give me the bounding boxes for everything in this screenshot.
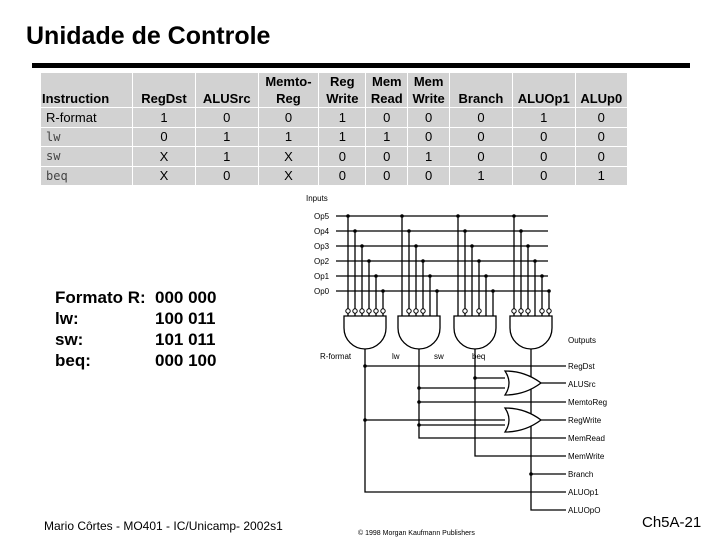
- input-label: Op2: [314, 257, 330, 266]
- junction-dot: [529, 472, 533, 476]
- junction-dot: [346, 214, 350, 218]
- input-label: Op0: [314, 287, 330, 296]
- junction-dot: [374, 274, 378, 278]
- output-label: MemtoReg: [568, 398, 608, 407]
- sw-wire: [475, 356, 566, 456]
- table-cell: 0: [319, 147, 366, 167]
- inputs-label: Inputs: [306, 194, 328, 203]
- inverter-bubble: [360, 309, 364, 313]
- junction-dot: [512, 214, 516, 218]
- table-header-row: [41, 73, 628, 108]
- table-cell: 0: [512, 166, 575, 186]
- table-cell: X: [133, 147, 196, 167]
- gate-label: lw: [392, 352, 400, 361]
- output-label: MemRead: [568, 434, 605, 443]
- column-header: Mem Write: [408, 73, 450, 108]
- control-truth-table: [40, 72, 628, 186]
- table-cell: 0: [575, 147, 627, 167]
- table-cell: 1: [195, 127, 258, 147]
- row-instruction: lw: [41, 127, 133, 147]
- format-row: [55, 329, 216, 350]
- table-cell: 0: [195, 108, 258, 128]
- outputs-label: Outputs: [568, 336, 597, 345]
- junction-dot: [417, 423, 421, 427]
- or-gate: [505, 371, 541, 395]
- table-cell: 1: [450, 166, 513, 186]
- format-value: 000 100: [155, 351, 217, 370]
- column-header: ALUSrc: [195, 73, 258, 108]
- table-cell: 0: [366, 147, 408, 167]
- row-instruction: R-format: [41, 108, 133, 128]
- column-header: Memto- Reg: [258, 73, 319, 108]
- table-cell: 0: [450, 127, 513, 147]
- table-cell: 1: [195, 147, 258, 167]
- junction-dot: [400, 214, 404, 218]
- junction-dot: [363, 418, 367, 422]
- lw-wire: [419, 356, 566, 438]
- table-cell: 0: [258, 108, 319, 128]
- table-row: [41, 147, 628, 167]
- table-cell: 0: [366, 108, 408, 128]
- table-cell: 0: [408, 166, 450, 186]
- title-divider: [32, 63, 690, 68]
- output-label: Branch: [568, 470, 594, 479]
- gate-label: beq: [472, 352, 486, 361]
- junction-dot: [533, 259, 537, 263]
- row-instruction: sw: [41, 147, 133, 167]
- table-row: [41, 127, 628, 147]
- inverter-bubble: [540, 309, 544, 313]
- format-row: [55, 350, 216, 371]
- inverter-bubble: [414, 309, 418, 313]
- junction-dot: [407, 229, 411, 233]
- footer-copyright: © 1998 Morgan Kaufmann Publishers: [358, 530, 475, 537]
- or-gate: [505, 408, 541, 432]
- junction-dot: [417, 400, 421, 404]
- inverter-bubble: [421, 309, 425, 313]
- junction-dot: [484, 274, 488, 278]
- gate-label: R-format: [320, 352, 352, 361]
- inverter-bubble: [353, 309, 357, 313]
- table-cell: 1: [575, 166, 627, 186]
- table-cell: 0: [408, 108, 450, 128]
- junction-dot: [428, 274, 432, 278]
- junction-dot: [456, 214, 460, 218]
- table-cell: 1: [258, 127, 319, 147]
- format-value: 100 011: [155, 309, 216, 328]
- table-cell: 0: [512, 147, 575, 167]
- format-label: sw:: [55, 330, 84, 349]
- inverter-bubble: [374, 309, 378, 313]
- junction-dot: [519, 229, 523, 233]
- junction-dot: [367, 259, 371, 263]
- table-body: [41, 108, 628, 186]
- row-instruction: beq: [41, 166, 133, 186]
- junction-dot: [414, 244, 418, 248]
- table-cell: 1: [366, 127, 408, 147]
- table-cell: 1: [133, 108, 196, 128]
- table-cell: 0: [450, 147, 513, 167]
- slide-title: Unidade de Controle: [26, 22, 271, 50]
- table-cell: 0: [195, 166, 258, 186]
- input-label: Op1: [314, 272, 330, 281]
- table-cell: 0: [319, 166, 366, 186]
- junction-dot: [353, 229, 357, 233]
- inverter-bubble: [519, 309, 523, 313]
- table-cell: X: [133, 166, 196, 186]
- opcode-formats: [55, 287, 216, 371]
- table-row: [41, 108, 628, 128]
- format-label: Formato R:: [55, 288, 146, 307]
- junction-dot: [381, 289, 385, 293]
- junction-dot: [463, 229, 467, 233]
- column-header: ALUp0: [575, 73, 627, 108]
- table-cell: X: [258, 166, 319, 186]
- junction-dot: [473, 376, 477, 380]
- format-row: [55, 287, 216, 308]
- inverter-bubble: [477, 309, 481, 313]
- table-cell: 0: [575, 127, 627, 147]
- output-label: RegDst: [568, 362, 595, 371]
- input-label: Op4: [314, 227, 330, 236]
- slide-number: Ch5A-21: [642, 514, 702, 531]
- inverter-bubble: [346, 309, 350, 313]
- junction-dot: [540, 274, 544, 278]
- output-label: ALUOpO: [568, 506, 601, 515]
- format-label: beq:: [55, 351, 91, 370]
- junction-dot: [363, 364, 367, 368]
- junction-dot: [547, 289, 551, 293]
- and-gate: [344, 316, 386, 349]
- table-row: [41, 166, 628, 186]
- format-value: 101 011: [155, 330, 216, 349]
- column-header: Mem Read: [366, 73, 408, 108]
- junction-dot: [526, 244, 530, 248]
- table-cell: 1: [408, 147, 450, 167]
- table-cell: 1: [319, 108, 366, 128]
- format-value: 000 000: [155, 288, 217, 307]
- table-cell: 0: [450, 108, 513, 128]
- column-header: Instruction: [41, 73, 133, 108]
- inverter-bubble: [463, 309, 467, 313]
- junction-dot: [470, 244, 474, 248]
- output-label: RegWrite: [568, 416, 602, 425]
- format-label: lw:: [55, 309, 79, 328]
- table-cell: 0: [133, 127, 196, 147]
- footer-course: Mario Côrtes - MO401 - IC/Unicamp- 2002s1: [44, 519, 283, 533]
- column-header: RegDst: [133, 73, 196, 108]
- inverter-bubble: [407, 309, 411, 313]
- junction-dot: [491, 289, 495, 293]
- junction-dot: [417, 386, 421, 390]
- gate-label: sw: [434, 352, 444, 361]
- column-header: Branch: [450, 73, 513, 108]
- column-header: ALUOp1: [512, 73, 575, 108]
- table-cell: 1: [512, 108, 575, 128]
- table-cell: 0: [512, 127, 575, 147]
- format-row: [55, 308, 216, 329]
- inverter-bubble: [367, 309, 371, 313]
- junction-dot: [477, 259, 481, 263]
- control-circuit: [300, 188, 720, 528]
- and-gate: [454, 316, 496, 349]
- output-label: ALUOp1: [568, 488, 599, 497]
- junction-dot: [360, 244, 364, 248]
- inverter-bubble: [547, 309, 551, 313]
- input-label: Op5: [314, 212, 330, 221]
- table-cell: X: [258, 147, 319, 167]
- table-cell: 1: [319, 127, 366, 147]
- and-gate: [510, 316, 552, 349]
- output-label: MemWrite: [568, 452, 605, 461]
- column-header: Reg Write: [319, 73, 366, 108]
- junction-dot: [435, 289, 439, 293]
- inverter-bubble: [526, 309, 530, 313]
- table-cell: 0: [575, 108, 627, 128]
- junction-dot: [421, 259, 425, 263]
- input-label: Op3: [314, 242, 330, 251]
- table-cell: 0: [366, 166, 408, 186]
- inverter-bubble: [381, 309, 385, 313]
- output-label: ALUSrc: [568, 380, 596, 389]
- inverter-bubble: [512, 309, 516, 313]
- and-gate: [398, 316, 440, 349]
- table-cell: 0: [408, 127, 450, 147]
